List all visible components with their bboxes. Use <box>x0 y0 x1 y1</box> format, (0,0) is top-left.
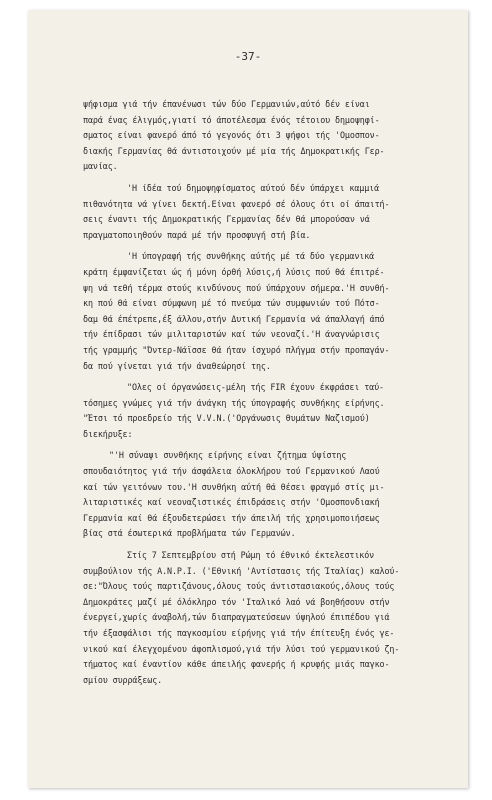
paragraph <box>83 181 492 243</box>
text-line: πραγματοποιηθούν παρά μέ τήν προσφυγή στή βία. <box>83 229 311 240</box>
text-line: Στίς 7 Σεπτεμβρίου στή Ρώμη τό έθνικό έκτελεστικόν <box>127 550 375 561</box>
page-number: -37- <box>234 50 262 63</box>
text-line: σε:"Όλους τούς παρτιζάνους,όλους τούς άντιστασιακούς,όλους τούς <box>83 581 395 592</box>
paragraph <box>83 249 492 374</box>
text-line: "Έτσι τό προεδρείο τής V.V.N.('Οργάνωσις θυμάτων Ναζισμού) <box>83 413 370 424</box>
text-line: δα πού γίνεται γιά τήν άναθεώρησί της. <box>83 360 271 371</box>
text-line: "'Η σύναψι συνθήκης είρήνης είναι ζήτημα ύψίστης <box>109 450 347 461</box>
text-line: τήματος καί έναντίον κάθε άπειλής φανερής ή κρυφής μιάς παγκο- <box>83 659 390 670</box>
text-line: πιθανότητα νά γίνει δεκτή.Είναι φανερό σέ όλους ότι οί άπαιτή- <box>83 198 390 209</box>
text-line: βίας στά έσωτερικά προβλήματα τών Γερμανών. <box>83 528 296 539</box>
text-line: ψήφισμα γιά τήν έπανένωσι τών δύο Γερμανιών,αύτό δέν είναι <box>83 99 370 109</box>
document-body <box>83 97 492 688</box>
text-line: τόσημες γνώμες γιά τήν άνάγκη τής ύπογραφής συνθήκης είρήνης. <box>83 397 385 408</box>
text-line: Γερμανία καί θά έξουδετερώσει τήν άπειλή τής χρησιμοποιήσεως <box>83 512 380 523</box>
text-line: 'Η ύπογραφή τής συνθήκης αύτής μέ τά δύο γερμανικά <box>127 251 375 262</box>
paragraph <box>83 97 492 175</box>
text-line: λιταριστικές καί νεοναζιστικές έπιδράσεις στήν 'Ομοσπονδιακή <box>83 497 380 508</box>
text-line: σπουδαιότητος γιά τήν άσφάλεια όλοκλήρου τού Γερμανικού Λαού <box>83 466 380 477</box>
text-line: "Ολες οί όργανώσεις-μέλη τής FIR έχουν έκφράσει ταύ- <box>127 382 384 393</box>
text-line: συμβούλιον τής A.N.P.I. ('Εθνική 'Αντίστασις τής Ίταλίας) καλού- <box>83 565 400 576</box>
text-line: σματος είναι φανερό άπό τό γεγονός ότι 3 ψήφοι τής 'Ομοσπον- <box>83 130 380 141</box>
text-line: κράτη έμφανίζεται ώς ή μόνη όρθή λύσις,ή λύσις πού θά έπιτρέ- <box>83 266 385 277</box>
paragraph <box>83 548 492 688</box>
paragraph <box>83 448 492 542</box>
text-line: καί τών γειτόνων του.'Η συνθήκη αύτή θά θέσει φραγμό στίς μι- <box>83 481 385 492</box>
text-line: σεις έναντι τής Δημοκρατικής Γερμανίας δέν θά μπορούσαν νά <box>83 214 370 225</box>
text-line: τήν έξασφάλισι τής παγκοσμίου είρήνης γιά τήν έπίτευξη ένός γε- <box>83 628 395 638</box>
text-line: μανίας. <box>83 161 118 172</box>
text-line: νικού καί έλεγχομένου άφοπλισμού,γιά τήν λύσι τού γερμανικού ζη- <box>83 643 400 654</box>
text-line: δαμ θά έπέτρεπε,έξ άλλου,στήν Δυτική Γερμανία νά άπαλλαγή άπό <box>83 313 385 324</box>
text-line: τής γραμμής "Όντερ-Νάϊσσε θά ήταν ίσχυρό πλήγμα στήν προπαγάν- <box>83 344 390 355</box>
text-line: Δημοκράτες μαζί μέ όλόκληρο τόν 'Ιταλικό λαό νά βοηθήσουν στήν <box>83 596 390 607</box>
text-line: ένεργεί,χωρίς άναβολή,τών διαπραγματεύσεων ύψηλού έπιπέδου γιά <box>83 612 390 623</box>
text-line: 'Η ίδέα τού δημοψηφίσματος αύτού δέν ύπάρχει καμμιά <box>127 182 380 193</box>
text-line: τήν έπίδρασι τών μιλιταριστών καί τών νεοναζί.'Η άναγνώρισις <box>83 329 380 340</box>
text-line: σμίου συρράξεως. <box>83 674 163 685</box>
text-line: παρά ένας έλιγμός,γιατί τό άποτέλεσμα ένός τέτοιου δημοψηφί- <box>83 114 380 125</box>
text-line: διεκήρυξε: <box>83 428 133 439</box>
document-page <box>28 10 468 788</box>
text-line: ψη νά τεθή τέρμα στούς κινδύνους πού ύπάρχουν σήμερα.'Η συνθή- <box>83 282 390 293</box>
text-line: διακής Γερμανίας θά άντιστοιχούν μέ μία τής Δημοκρατικής Γερ- <box>83 145 385 156</box>
text-line: κη πού θά είναι σύμφωνη μέ τό πνεύμα τών συμφωνιών τού Πότσ- <box>83 298 380 309</box>
paragraph <box>83 380 492 442</box>
